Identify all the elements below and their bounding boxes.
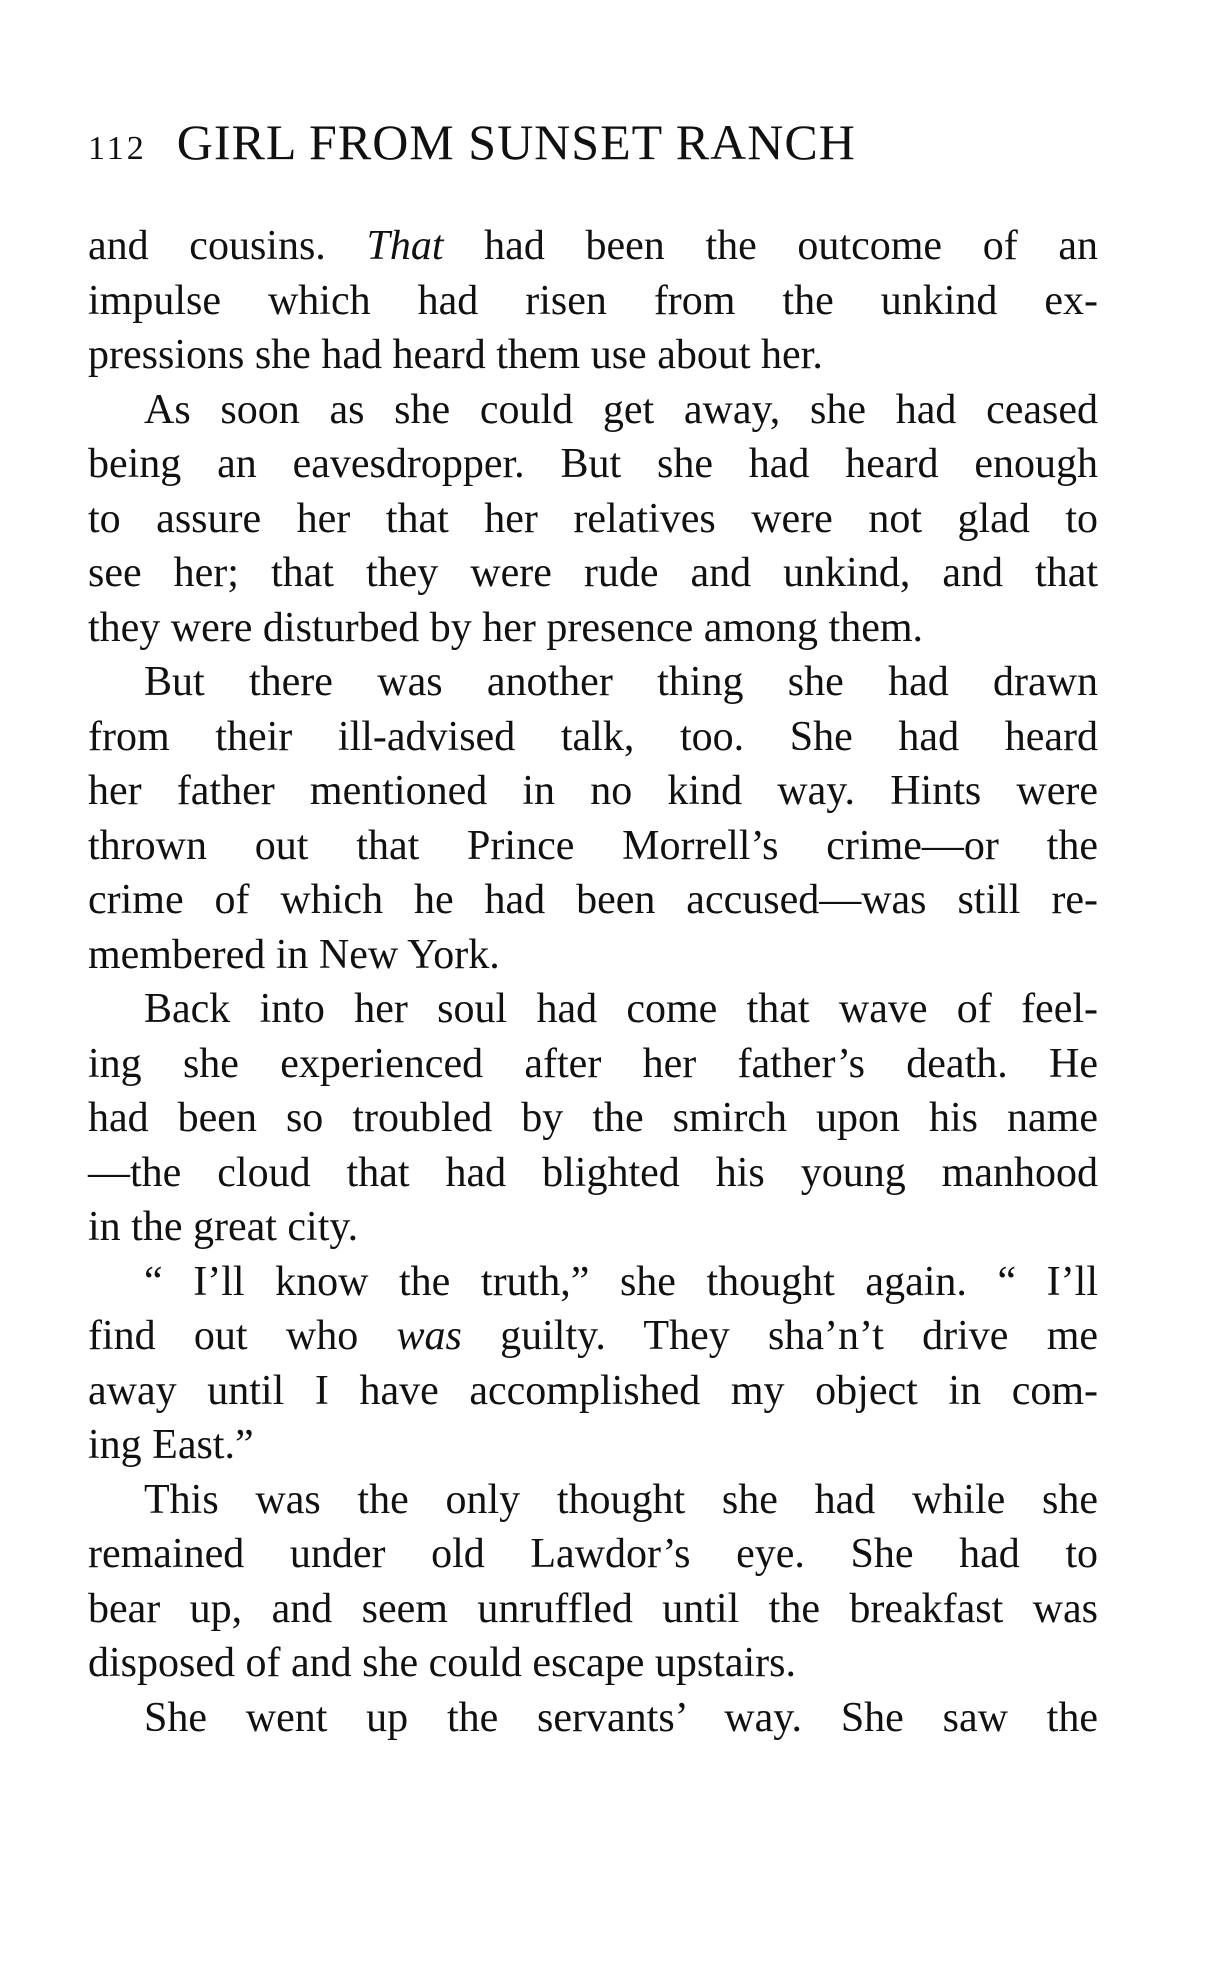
text-line: membered in New York. [88, 931, 500, 978]
text-line: But there was another thing she had drawn [144, 659, 1098, 705]
page-number: 112 [88, 130, 147, 167]
text-line: from their ill-advised talk, too. She had heard [88, 713, 1098, 760]
body-text [88, 219, 1098, 1745]
text-line: they were disturbed by her presence among them. [88, 604, 924, 651]
book-title: GIRL FROM SUNSET RANCH [176, 114, 856, 170]
text-line: Back into her soul had come that wave of feel- [144, 986, 1098, 1032]
text-line: being an eavesdropper. But she had heard enough [88, 441, 1098, 487]
text-line: pressions she had heard them use about her. [88, 332, 823, 378]
text-line: crime of which he had been accused—was still re- [88, 877, 1098, 923]
text-line: This was the only thought she had while she [144, 1476, 1098, 1523]
text-line: and cousins. That had been the outcome of an [88, 223, 1098, 269]
text-line: bear up, and seem unruffled until the breakfast was [88, 1585, 1098, 1632]
text-line: to assure her that her relatives were not glad to [88, 495, 1098, 542]
text-line: remained under old Lawdor’s eye. She had to [88, 1531, 1098, 1577]
text-line: find out who was guilty. They sha’n’t drive me [88, 1313, 1099, 1359]
text-line: had been so troubled by the smirch upon his name [88, 1095, 1098, 1141]
text-line: in the great city. [88, 1204, 359, 1250]
text-line: disposed of and she could escape upstairs. [88, 1640, 796, 1686]
text-line: “ I’ll know the truth,” she thought again. “ I’ll [144, 1258, 1098, 1305]
text-line: As soon as she could get away, she had ceased [144, 386, 1098, 433]
text-line: away until I have accomplished my object in com- [88, 1367, 1098, 1414]
text-line: She went up the servants’ way. She saw the [144, 1694, 1098, 1741]
text-line: ing East.” [88, 1422, 254, 1468]
text-line: thrown out that Prince Morrell’s crime—or the [88, 822, 1098, 869]
text-line: see her; that they were rude and unkind, and that [88, 550, 1098, 596]
text-line: impulse which had risen from the unkind ex- [88, 277, 1098, 324]
text-line: —the cloud that had blighted his young manhood [88, 1149, 1098, 1196]
running-head [88, 112, 1098, 172]
emphasis-that: That [366, 223, 444, 269]
text-line: ing she experienced after her father’s death. He [88, 1040, 1098, 1087]
emphasis-was: was [396, 1313, 462, 1359]
text-line: her father mentioned in no kind way. Hints were [88, 768, 1098, 814]
